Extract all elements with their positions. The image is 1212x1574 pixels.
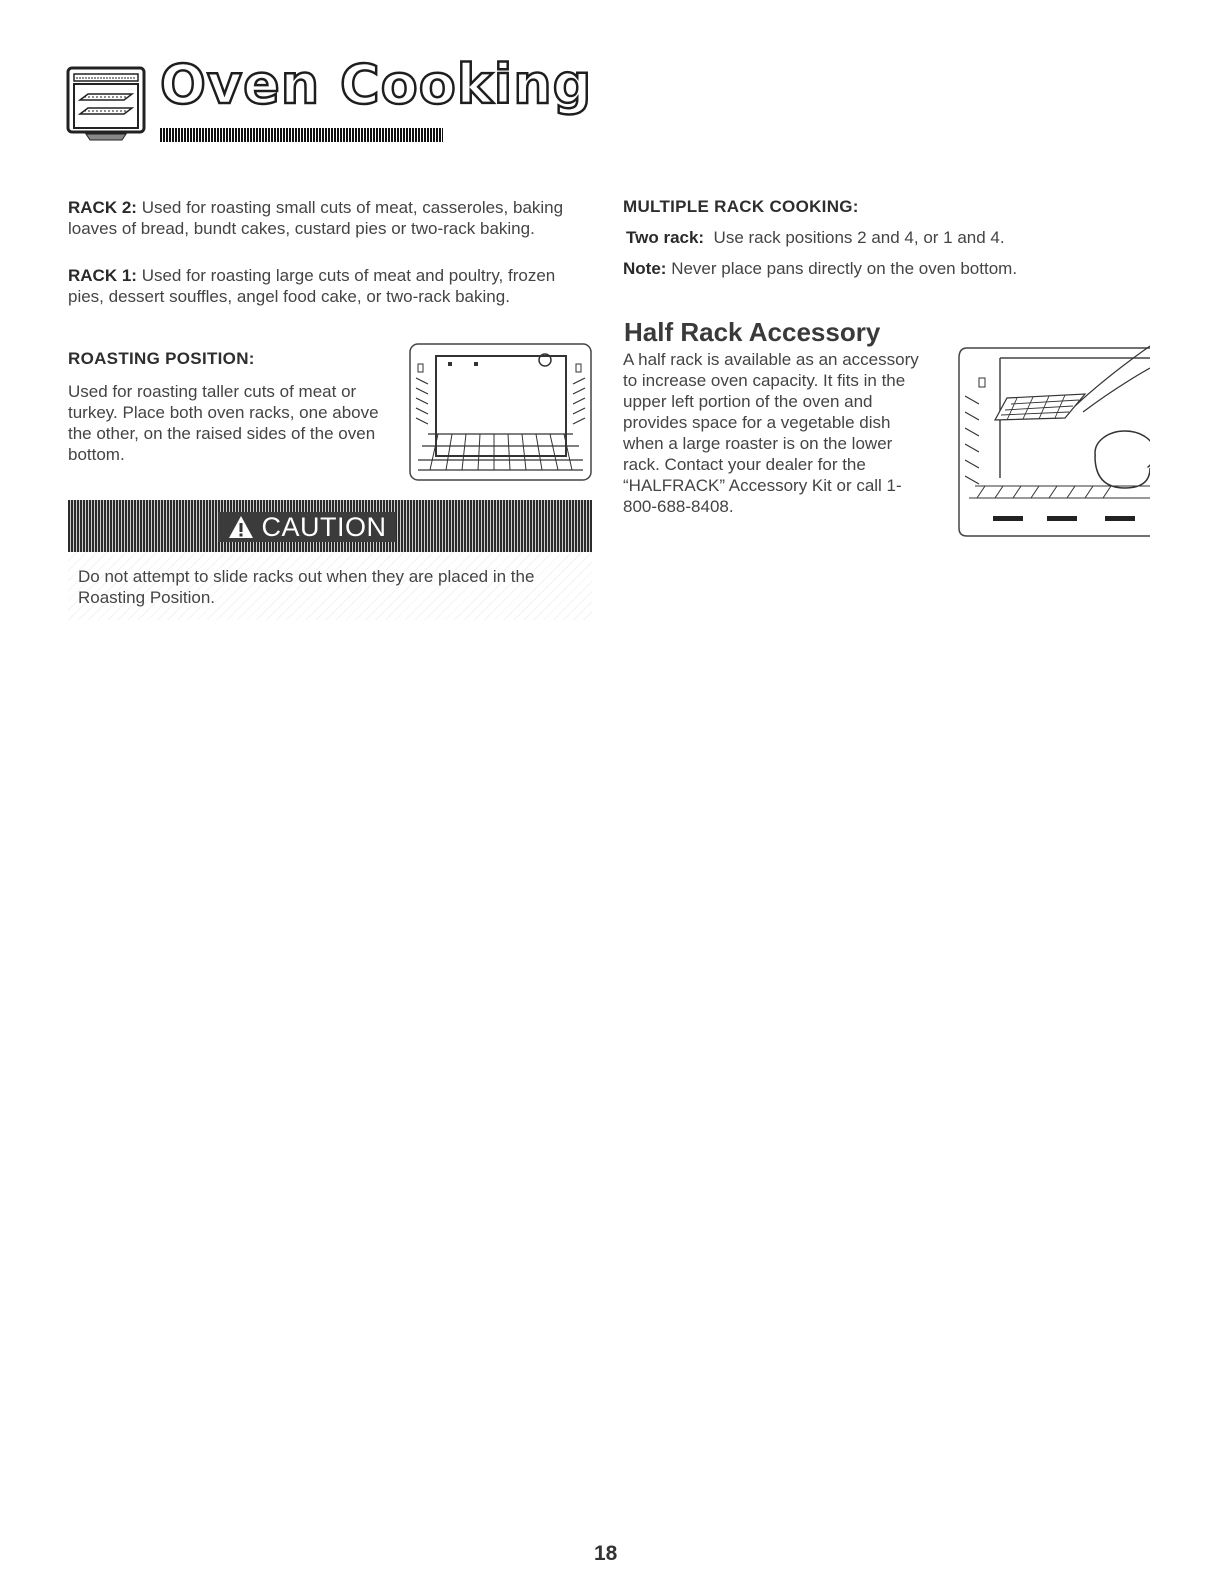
half-rack-text: A half rack is available as an accessory to increase oven capacity. It fits in the upper left portion of the oven and provides space for a vegetable dish when a large roaster is on the lower rack. Contact your dealer for the “HALFRACK” Accessory Kit or call 1-800-688-8408.	[623, 350, 919, 516]
rack-1-paragraph	[68, 265, 593, 307]
rack-2-text: Used for roasting small cuts of meat, casseroles, baking loaves of bread, bundt cakes, custard pies or two-rack baking.	[68, 198, 564, 238]
roasting-position-illustration	[408, 342, 593, 482]
rack-1-label: RACK 1:	[68, 266, 137, 285]
caution-text: Do not attempt to slide racks out when they are placed in the Roasting Position.	[78, 567, 535, 607]
title-underline	[160, 128, 443, 142]
two-rack-text: Use rack positions 2 and 4, or 1 and 4.	[713, 228, 1005, 247]
two-rack-label: Two rack:	[626, 228, 705, 247]
roasting-position-text: Used for roasting taller cuts of meat or turkey. Place both oven racks, one above the other, on the raised sides of the oven bottom.	[68, 382, 379, 464]
page-title: Oven Cooking	[160, 53, 593, 116]
rack-2-paragraph	[68, 197, 593, 239]
note-text: Never place pans directly on the oven bottom.	[671, 259, 1018, 278]
rack-2-label: RACK 2:	[68, 198, 137, 217]
warning-icon	[228, 515, 254, 539]
two-rack-paragraph	[626, 227, 1186, 248]
page-number: 18	[594, 1542, 618, 1565]
note-label: Note:	[623, 259, 667, 278]
half-rack-illustration	[955, 338, 1150, 538]
half-rack-heading: Half Rack Accessory	[624, 317, 881, 347]
multiple-rack-heading: MULTIPLE RACK COOKING:	[623, 197, 859, 216]
rack-1-text: Used for roasting large cuts of meat and poultry, frozen pies, dessert souffles, angel food cake, or two-rack baking.	[68, 266, 556, 306]
roasting-position-heading: ROASTING POSITION:	[68, 349, 255, 368]
caution-label: CAUTION	[261, 511, 387, 542]
note-paragraph	[623, 258, 1183, 279]
oven-icon	[66, 66, 146, 142]
caution-badge	[218, 512, 396, 542]
